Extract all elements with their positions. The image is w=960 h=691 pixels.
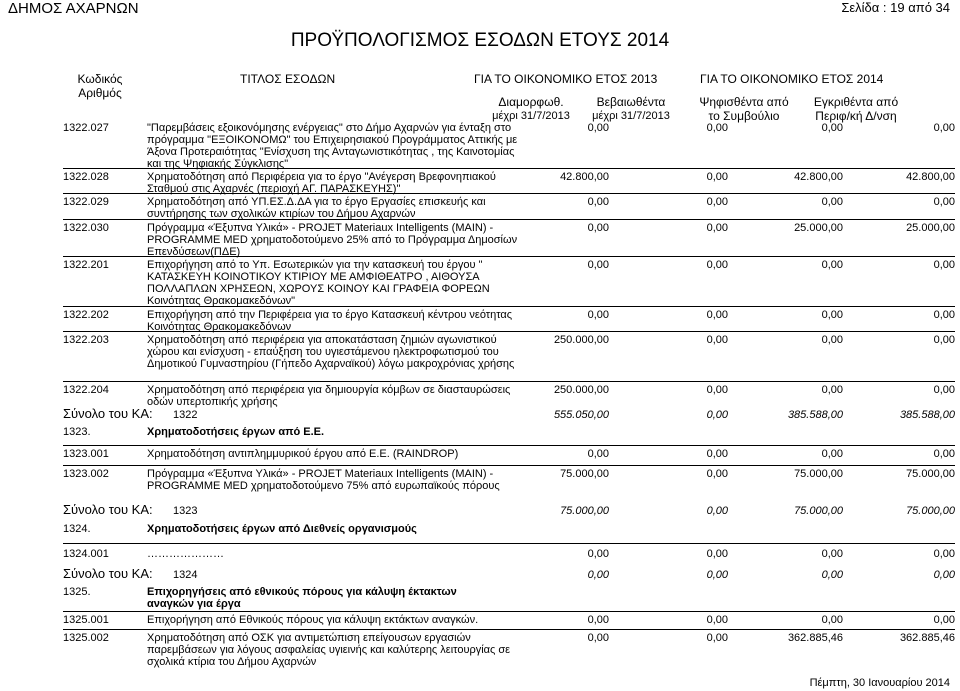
col-code-header: Κωδικός Αριθμός [77, 72, 123, 100]
municipality-name: ΔΗΜΟΣ ΑΧΑΡΝΩΝ [8, 0, 139, 17]
section-heading-1324: 1324. Χρηματοδοτήσεις έργων από Διεθνείς οργανισμούς [63, 523, 417, 535]
section-heading-1323: 1323. Χρηματοδοτήσεις έργων από Ε.Ε. [63, 426, 325, 438]
table-row: 1323.001 Χρηματοδότηση αντιπλημμυρικού έργου από Ε.Ε. (RAINDROP) 0,00 0,00 0,00 0,00 [63, 448, 955, 460]
table-row: 1322.202 Επιχορήγηση από την Περιφέρεια για το έργο Κατασκευή κέντρου νεότητας Κοινότητας Θρακομακεδόνων 0,00 0,00 0,00 0,00 [63, 309, 955, 333]
table-row: 1322.203 Χρηματοδότηση από περιφέρεια για αποκατάσταση ζημιών αγωνιστικού χώρου και ενίσχυση - επαύξηση του υγιεστάμενου ηλεκτροφωτισμού του Δημοτικού Γυμναστηρίου (Γήπεδο Αχαρναϊκού) λόγω μακροχρόνιας χρήσης 250.000,00 0,00 0,00 0,00 [63, 334, 955, 370]
table-row: 1322.030 Πρόγραμμα «Έξυπνα Υλικά» - PROJET Materiaux Intelligents (MAIN) - PROGRAMME MED χρηματοδοτούμενο 25% από το Πρόγραμμα Δημοσίων Επενδύσεων(ΠΔΕ) 0,00 0,00 25.000,00 25.000,00 [63, 222, 955, 258]
table-row: 1322.204 Χρηματοδότηση από περιφέρεια για δημιουργία κόμβων σε διασταυρώσεις οδών υπερτοπικής χρήσης 250.000,00 0,00 0,00 0,00 [63, 384, 955, 408]
col-diamorf-header: Διαμορφωθ. μέχρι 31/7/2013 [492, 95, 570, 122]
table-row: 1322.029 Χρηματοδότηση από ΥΠ.ΕΣ.Δ.ΔΑ για το έργο Εργασίες επισκευής και συντήρησης των σχολικών κτιρίων του Δήμου Αχαρνών 0,00 0,00 0,00 0,00 [63, 196, 955, 220]
table-row: 1322.028 Χρηματοδότηση από Περιφέρεια για το έργο "Ανέγερση Βρεφονηπιακού Σταθμού στις Αχαρνές (περιοχή ΑΓ. ΠΑΡΑΣΚΕΥΗΣ)" 42.800,00 0,00 42.800,00 42.800,00 [63, 171, 955, 195]
col-vevaiothenta-header: Βεβαιωθέντα μέχρι 31/7/2013 [592, 95, 670, 122]
col-title-header: ΤΙΤΛΟΣ ΕΣΟΔΩΝ [240, 72, 336, 86]
page-number: Σελίδα : 19 από 34 [841, 0, 950, 15]
table-row: 1323.002 Πρόγραμμα «Έξυπνα Υλικά» - PROJET Materiaux Intelligents (MAIN) - PROGRAMME MED χρηματοδοτούμενο 75% από ευρωπαϊκούς πόρους 75.000,00 0,00 75.000,00 75.000,00 [63, 468, 955, 492]
total-row-1322: Σύνολο του ΚΑ: 1322 555.050,00 0,00 385.588,00 385.588,00 [63, 406, 955, 421]
col-group-2014: ΓΙΑ ΤΟ ΟΙΚΟΝΟΜΙΚΟ ΕΤΟΣ 2014 [700, 72, 884, 86]
table-row: 1325.001 Επιχορήγηση από Εθνικούς πόρους για κάλυψη εκτάκτων αναγκών. 0,00 0,00 0,00 0,00 [63, 614, 955, 626]
table-row: 1322.027 "Παρεμβάσεις εξοικονόμησης ενέργειας" στο Δήμο Αχαρνών για ένταξη στο πρόγραμμα "ΕΞΟΙΚΟΝΟΜΩ" του Επιχειρησιακού Προγράμματος Αττικής με Άξονα Προτεραιότητας "Ενίσχυση της Ανταγωνιστικότητας , της Καινοτομίας και της Ψηφιακής Σύγκλισης" 0,00 0,00 0,00 0,00 [63, 122, 955, 170]
table-row: 1322.201 Επιχορήγηση από το Υπ. Εσωτερικών για την κατασκευή του έργου " ΚΑΤΑΣΚΕΥΗ ΚΟΙΝΟΤΙΚΟΥ ΚΤΙΡΙΟΥ ΜΕ ΑΜΦΙΘΕΑΤΡΟ , ΑΙΘΟΥΣΑ ΠΟΛΛΑΠΛΩΝ ΧΡΗΣΕΩΝ, ΧΩΡΟΥΣ ΚΟΙΝΟΥ ΚΑΙ ΓΡΑΦΕΙΑ ΦΟΡΕΩΝ Κοινότητας Θρακομακεδόνων" 0,00 0,00 0,00 0,00 [63, 259, 955, 307]
table-row: 1324.001 ………………… 0,00 0,00 0,00 0,00 [63, 548, 955, 560]
section-heading-1325: 1325. Επιχορηγήσεις από εθνικούς πόρους για κάλυψη έκτακτων αναγκών για έργα [63, 586, 457, 610]
col-group-2013: ΓΙΑ ΤΟ ΟΙΚΟΝΟΜΙΚΟ ΕΤΟΣ 2013 [474, 72, 658, 86]
total-row-1323: Σύνολο του ΚΑ: 1323 75.000,00 0,00 75.000,00 75.000,00 [63, 502, 955, 517]
footer-date: Πέμπτη, 30 Ιανουαρίου 2014 [809, 677, 950, 689]
col-psifisthenta-header: Ψηφισθέντα από το Συμβούλιο [699, 95, 789, 123]
total-row-1324: Σύνολο του ΚΑ: 1324 0,00 0,00 0,00 0,00 [63, 566, 955, 581]
col-egkrithenta-header: Εγκριθέντα από Περιφ/κή Δ/νση [813, 95, 899, 123]
table-row: 1325.002 Χρηματοδότηση από ΟΣΚ για αντιμετώπιση επείγουσων εργασιών παρεμβάσεων για λόγους ασφαλείας υγιεινής και καλύτερης λειτουργίας σε σχολικά κτίρια του Δήμου Αχαρνών 0,00 0,00 362.885,46 362.885,46 [63, 632, 955, 668]
page-title: ΠΡΟΫΠΟΛΟΓΙΣΜΟΣ ΕΣΟΔΩΝ ΕΤΟΥΣ 2014 [290, 30, 670, 51]
